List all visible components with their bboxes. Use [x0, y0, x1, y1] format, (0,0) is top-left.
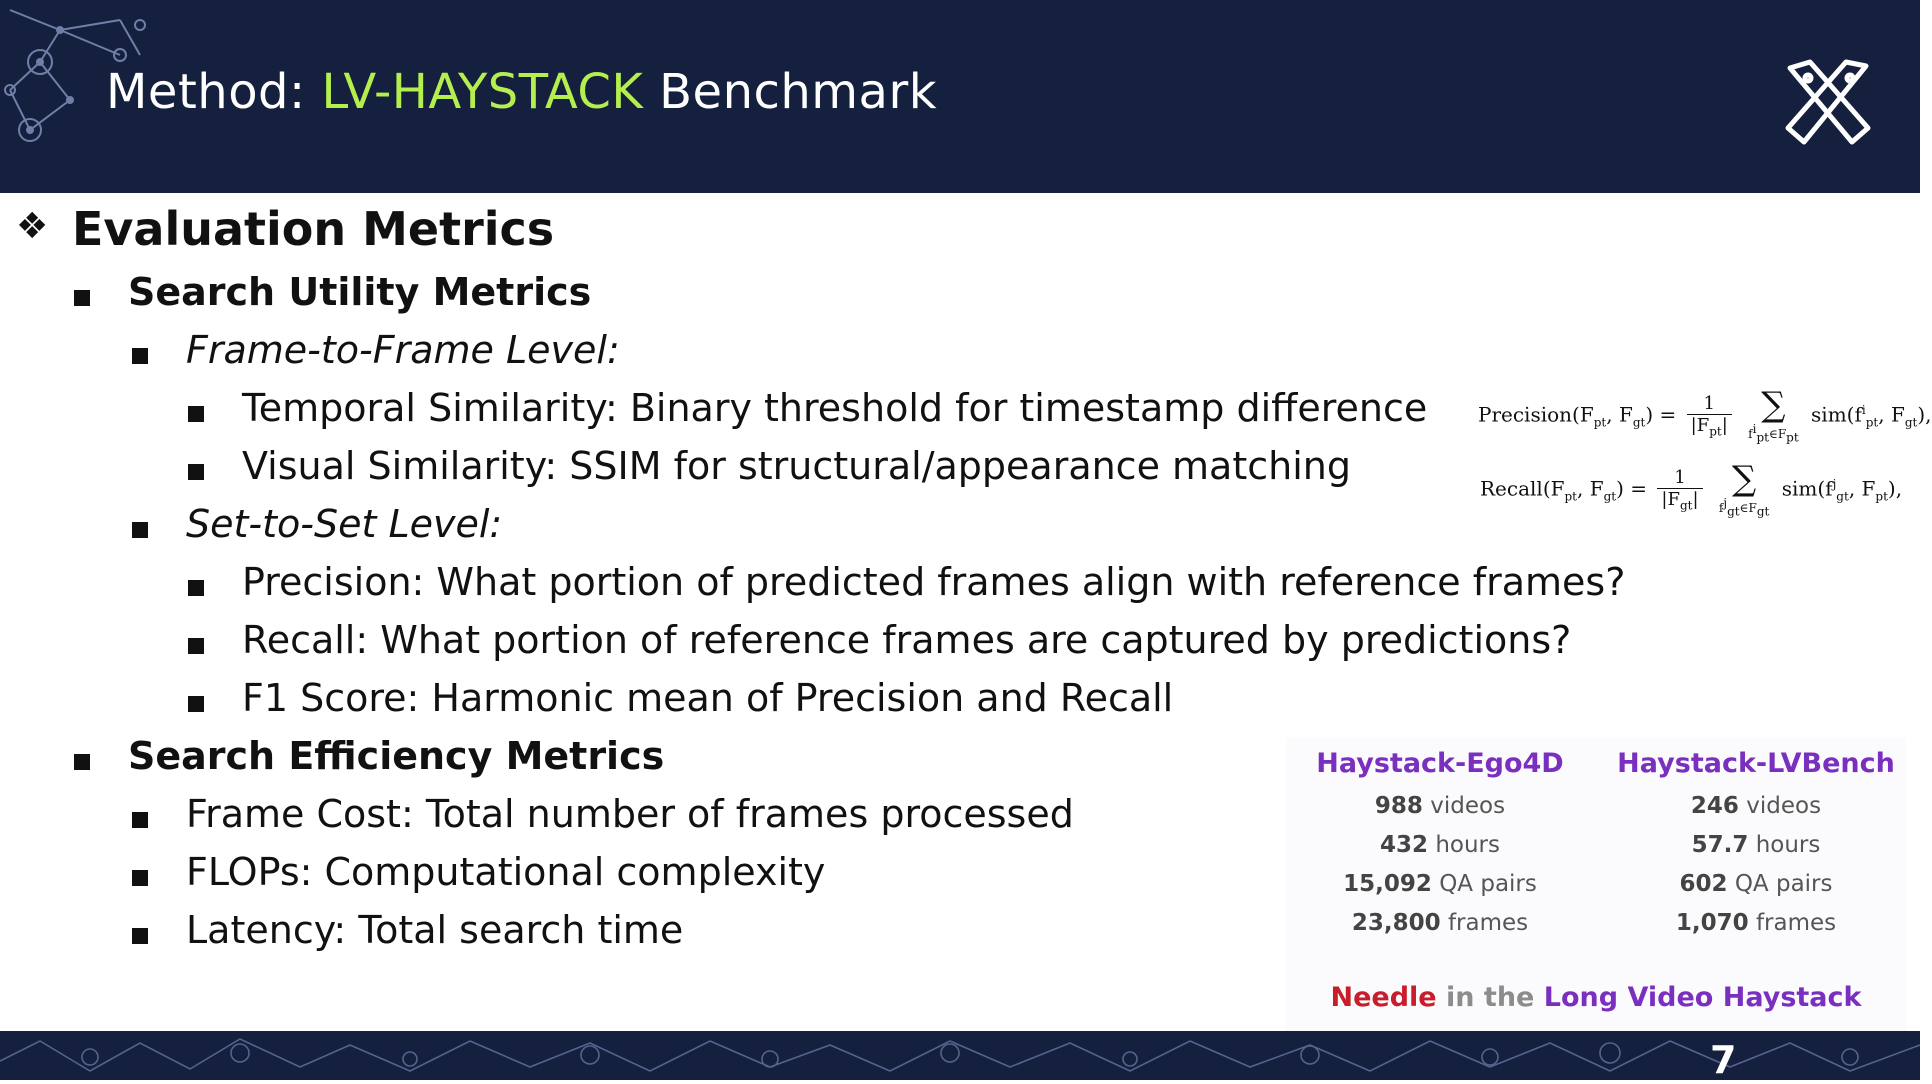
precision-term-sup: i [1861, 403, 1866, 418]
square-bullet-icon [74, 290, 90, 306]
recall-lhs-sub2: gt [1603, 489, 1617, 504]
slide-footer [0, 1031, 1920, 1080]
recall-numerator: 1 [1657, 467, 1702, 489]
ego4d-frames-stat [1290, 904, 1590, 943]
sigma-icon: ∑ [1732, 459, 1757, 499]
square-bullet-icon [74, 754, 90, 770]
frame-cost-item: Frame Cost: Total number of frames processed [186, 792, 1074, 836]
square-bullet-icon [188, 580, 204, 596]
dataset-stats-panel [1286, 738, 1906, 1031]
stat-value: 15,092 [1343, 871, 1432, 897]
precision-summation [1748, 385, 1799, 445]
sigma-icon: ∑ [1761, 385, 1786, 425]
stat-value: 1,070 [1675, 910, 1749, 936]
section-heading: Evaluation Metrics [72, 202, 555, 256]
recall-item: Recall: What portion of reference frames are captured by predictions? [242, 618, 1572, 662]
ego4d-hours-stat [1290, 826, 1590, 865]
title-suffix: Benchmark [643, 64, 937, 120]
recall-lhs: Recall(F [1480, 476, 1565, 501]
recall-formula [1480, 459, 1903, 519]
recall-term-end-sub: pt [1875, 489, 1888, 504]
stat-unit: frames [1447, 910, 1529, 936]
set-level-label: Set-to-Set Level: [186, 502, 503, 546]
precision-lhs-end: ) = [1645, 402, 1677, 427]
stat-value: 57.7 [1691, 832, 1749, 858]
flops-item: FLOPs: Computational complexity [186, 850, 826, 894]
recall-sum-sub: gt [1727, 504, 1740, 519]
ego4d-qa-stat [1290, 865, 1590, 904]
slide-title [106, 64, 937, 120]
precision-den-end: | [1721, 415, 1728, 437]
stat-value: 602 [1679, 871, 1728, 897]
search-utility-label: Search Utility Metrics [128, 270, 592, 314]
lvbench-videos-stat [1606, 787, 1906, 826]
precision-denominator [1687, 415, 1732, 439]
precision-sum-set: ∈F [1768, 427, 1787, 441]
tagline-needle: Needle [1330, 982, 1437, 1013]
recall-lhs-sub1: pt [1564, 489, 1578, 504]
lvbench-stats-column [1606, 738, 1906, 943]
square-bullet-icon [132, 812, 148, 828]
precision-term: sim(f [1811, 402, 1862, 427]
stat-unit: videos [1430, 793, 1506, 819]
recall-close: ), [1887, 476, 1903, 501]
slide-header [0, 0, 1920, 193]
precision-fraction [1687, 393, 1732, 439]
precision-numerator: 1 [1687, 393, 1732, 415]
page-number: 7 [1710, 1038, 1737, 1082]
precision-lhs-sub2: gt [1632, 415, 1646, 430]
precision-term-end-sub: gt [1904, 415, 1918, 430]
precision-den-text: |F [1690, 415, 1710, 437]
stat-value: 23,800 [1351, 910, 1441, 936]
logo-icon [1780, 58, 1876, 146]
precision-item: Precision: What portion of predicted frames align with reference frames? [242, 560, 1626, 604]
latency-item: Latency: Total search time [186, 908, 684, 952]
precision-sum-set-sub: pt [1786, 430, 1799, 445]
diamond-bullet-icon: ❖ [16, 206, 49, 247]
square-bullet-icon [132, 348, 148, 364]
precision-lhs: Precision(F [1478, 402, 1594, 427]
recall-fraction [1657, 467, 1702, 513]
lvbench-qa-stat [1606, 865, 1906, 904]
recall-denominator [1657, 489, 1702, 513]
tagline-in-the: in the [1446, 982, 1535, 1013]
stat-unit: QA pairs [1439, 871, 1537, 897]
precision-lhs-sub1: pt [1593, 415, 1607, 430]
recall-sum-set-sub: gt [1756, 504, 1770, 519]
square-bullet-icon [132, 928, 148, 944]
precision-lhs-mid: , F [1606, 402, 1633, 427]
recall-sum-index [1719, 496, 1769, 518]
stat-value: 432 [1380, 832, 1429, 858]
precision-term-sub: pt [1865, 415, 1879, 430]
precision-sum-var: f [1748, 427, 1753, 441]
stat-unit: QA pairs [1734, 871, 1833, 897]
recall-term-end: , F [1848, 476, 1876, 501]
precision-formula [1478, 385, 1932, 445]
recall-term-sup: j [1832, 477, 1837, 492]
square-bullet-icon [188, 464, 204, 480]
square-bullet-icon [132, 522, 148, 538]
ego4d-videos-stat [1290, 787, 1590, 826]
ego4d-title: Haystack-Ego4D [1316, 748, 1564, 779]
lvbench-title: Haystack-LVBench [1617, 748, 1895, 779]
title-highlight: LV-HAYSTACK [321, 64, 644, 120]
recall-lhs-mid: , F [1577, 476, 1604, 501]
benchmark-tagline [1286, 982, 1906, 1013]
stat-unit: hours [1435, 832, 1500, 858]
stat-value: 988 [1374, 793, 1423, 819]
recall-term: sim(f [1781, 476, 1833, 501]
lvbench-hours-stat [1606, 826, 1906, 865]
square-bullet-icon [188, 406, 204, 422]
ego4d-stats-column [1290, 738, 1590, 943]
precision-term-end: , F [1878, 402, 1905, 427]
search-efficiency-label: Search Efficiency Metrics [128, 734, 665, 778]
recall-den-end: | [1692, 489, 1699, 511]
square-bullet-icon [188, 696, 204, 712]
f1-score-item: F1 Score: Harmonic mean of Precision and Recall [242, 676, 1174, 720]
visual-similarity-item: Visual Similarity: SSIM for structural/appearance matching [242, 444, 1351, 488]
recall-sum-sup: j [1723, 496, 1728, 510]
precision-sum-index [1748, 422, 1799, 444]
network-pattern-icon [0, 1031, 1920, 1080]
tagline-rest: Long Video Haystack [1543, 982, 1862, 1013]
title-prefix: Method: [106, 64, 322, 120]
square-bullet-icon [188, 638, 204, 654]
recall-term-sub: gt [1836, 489, 1849, 504]
square-bullet-icon [132, 870, 148, 886]
temporal-similarity-item: Temporal Similarity: Binary threshold for timestamp difference [242, 386, 1428, 430]
recall-den-sub: gt [1679, 499, 1693, 513]
precision-sum-sub: pt [1756, 430, 1769, 445]
precision-sum-sup: i [1752, 422, 1757, 436]
stat-unit: frames [1755, 910, 1837, 936]
lvbench-frames-stat [1606, 904, 1906, 943]
stat-unit: videos [1746, 793, 1822, 819]
frame-level-label: Frame-to-Frame Level: [186, 328, 620, 372]
stat-unit: hours [1755, 832, 1821, 858]
stat-value: 246 [1690, 793, 1739, 819]
recall-sum-var: f [1718, 501, 1724, 515]
recall-lhs-end: ) = [1616, 476, 1648, 501]
recall-summation [1718, 459, 1770, 519]
precision-den-sub: pt [1709, 425, 1722, 439]
precision-close: ), [1917, 402, 1932, 427]
recall-den-text: |F [1661, 489, 1680, 511]
recall-sum-set: ∈F [1739, 501, 1757, 515]
